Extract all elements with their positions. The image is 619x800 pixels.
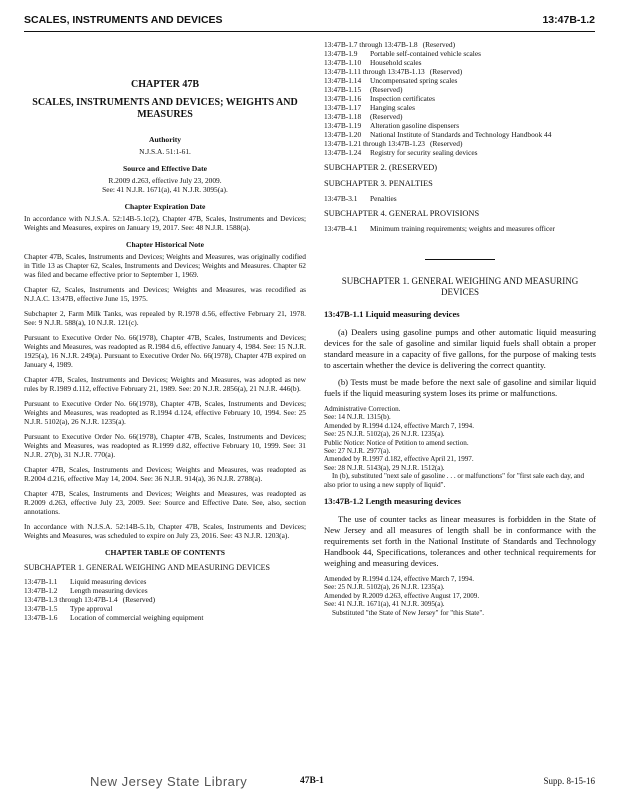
authority-text: N.J.S.A. 51:1-61. [139, 147, 191, 156]
toc-entry[interactable] [24, 613, 306, 622]
toc-title: Liquid measuring devices [70, 576, 147, 586]
toc-title: Alteration gasoline dispensers [370, 121, 460, 130]
toc-list-right [324, 40, 596, 157]
toc-entry[interactable] [324, 139, 596, 148]
toc-heading: CHAPTER TABLE OF CONTENTS [105, 548, 225, 557]
history-line: See: 28 N.J.R. 5143(a), 29 N.J.R. 1512(a). [324, 463, 445, 472]
history-paragraph: Chapter 62, Scales, Instruments and Devices; Weights and Measures, was recodified as N.J.A.C. 13:47B, effective June 15, 1975. [24, 285, 306, 303]
toc-number: 13:47B-1.21 through 13:47B-1.23 [324, 139, 426, 148]
header-section: 13:47B-1.2 [542, 14, 595, 26]
toc-subchapter-2: SUBCHAPTER 2. (RESERVED) [324, 163, 438, 172]
history-line: Amended by R.2009 d.263, effective August 17, 2009. [324, 591, 480, 600]
toc-number: 13:47B-1.3 through 13:47B-1.4 [24, 594, 118, 604]
toc-subchapter-4: SUBCHAPTER 4. GENERAL PROVISIONS [324, 209, 480, 218]
toc-entry[interactable] [324, 76, 596, 85]
toc-list-left [24, 577, 306, 622]
toc-entry[interactable] [324, 67, 596, 76]
toc-title: (Reserved) [370, 85, 403, 94]
toc-number: 13:47B-1.15 [324, 85, 362, 94]
toc-number: 13:47B-1.5 [24, 603, 58, 613]
subchapter-1-heading: SUBCHAPTER 1. GENERAL WEIGHING AND MEASURING DEVICES [341, 276, 579, 297]
toc-title: Minimum training requirements; weights and measures officer [370, 224, 555, 233]
toc-number: 13:47B-1.20 [324, 130, 362, 139]
toc-subchapter-1: SUBCHAPTER 1. GENERAL WEIGHING AND MEASURING DEVICES [24, 563, 270, 572]
history-notes [24, 252, 306, 540]
chapter-title: SCALES, INSTRUMENTS AND DEVICES; WEIGHTS AND MEASURES [32, 97, 298, 120]
section-1-2-heading: 13:47B-1.2 Length measuring devices [324, 496, 462, 507]
supplement-date: Supp. 8-15-16 [543, 776, 595, 786]
history-paragraph: Chapter 47B, Scales, Instruments and Devices; Weights and Measures, was readopted as R.2009 d.263, effective July 23, 2009. See: Source and Effective Date. See, also, section annotations. [24, 489, 306, 516]
toc-title: (Reserved) [370, 112, 403, 121]
left-column [24, 44, 306, 622]
toc-number: 13:47B-1.6 [24, 612, 58, 622]
toc-title: Type approval [70, 603, 113, 613]
source-line-2: See: 41 N.J.R. 1671(a), 41 N.J.R. 3095(a). [102, 185, 228, 194]
toc-title: Location of commercial weighing equipment [70, 612, 204, 622]
toc-title: Household scales [370, 58, 422, 67]
expiration-text: In accordance with N.J.S.A. 52:14B-5.1c(2), Chapter 47B, Scales, Instruments and Devices; Weights and Measures, expires on January 19, 2017. See: 48 N.J.R. 1588(a). [24, 214, 306, 232]
toc-entry[interactable] [324, 40, 596, 49]
section-1-1-para-a: (a) Dealers using gasoline pumps and other automatic liquid measuring devices for the sale of gasoline and similar liquid fuels shall obtain a proper standard measure in a capacity of five gallons, for the purpose of making tests to ascertain whether the device is delivering the correct quantity. [324, 327, 596, 370]
toc-number: 13:47B-1.1 [24, 576, 58, 586]
toc-title: Uncompensated spring scales [370, 76, 458, 85]
library-watermark: New Jersey State Library [90, 774, 248, 789]
toc-title: (Reserved) [422, 40, 456, 49]
toc-entry[interactable] [324, 112, 596, 121]
toc-number: 13:47B-1.18 [324, 112, 362, 121]
history-heading: Chapter Historical Note [126, 240, 204, 249]
history-paragraph: Pursuant to Executive Order No. 66(1978), Chapter 47B, Scales, Instruments and Devices; Weights and Measures, was readopted as R.1994 d.124, effective February 10, 1994. See: 25 N.J.R. 5102(a), 26 N.J.R. 1235(a). [24, 399, 306, 426]
toc-number: 13:47B-1.17 [324, 103, 362, 112]
toc-entry[interactable] [324, 103, 596, 112]
toc-number: 13:47B-1.16 [324, 94, 362, 103]
right-column [324, 40, 596, 617]
toc-entry[interactable] [24, 595, 306, 604]
toc-number: 13:47B-1.10 [324, 58, 362, 67]
section-1-2-history [324, 575, 596, 617]
history-line: See: 41 N.J.R. 1671(a), 41 N.J.R. 3095(a). [324, 600, 445, 609]
toc-entry[interactable] [324, 85, 596, 94]
history-line: Amended by R.1994 d.124, effective March 7, 1994. [324, 575, 474, 584]
toc-entry[interactable] [24, 577, 306, 586]
source-heading: Source and Effective Date [122, 164, 207, 173]
page-number: 47B-1 [300, 776, 324, 786]
toc-entry[interactable] [24, 604, 306, 613]
history-line: See: 14 N.J.R. 1315(b). [324, 413, 391, 422]
history-paragraph: In accordance with N.J.S.A. 52:14B-5.1b, Chapter 47B, Scales, Instruments and Devices; Weights and Measures, was scheduled to expire on July 23, 2016. See: 43 N.J.R. 1203(a). [24, 522, 306, 540]
history-line: Public Notice: Notice of Petition to amend section. [324, 438, 469, 447]
toc-number: 13:47B-1.24 [324, 148, 362, 157]
history-paragraph: Chapter 47B, Scales, Instruments and Devices; Weights and Measures, was originally codified in Title 13 as Chapter 62, Scales, Instruments and Devices; Weights and Measures. Chapter 62 was filed and became effective prior to September 1, 1969. [24, 252, 306, 279]
history-line: In (b), substituted "next sale of gasoline . . . or malfunctions" for "first sale each day, and also prior to using a new supply of liquid". [324, 472, 585, 489]
history-line: See: 25 N.J.R. 5102(a), 26 N.J.R. 1235(a). [324, 583, 445, 592]
toc-subchapter-3: SUBCHAPTER 3. PENALTIES [324, 179, 433, 188]
toc-title: Registry for security sealing devices [370, 148, 478, 157]
header-rule [24, 31, 595, 32]
chapter-number: CHAPTER 47B [130, 79, 200, 90]
history-line: Amended by R.1994 d.124, effective March 7, 1994. [324, 421, 474, 430]
section-1-1-heading: 13:47B-1.1 Liquid measuring devices [324, 309, 460, 319]
toc-entry[interactable] [324, 94, 596, 103]
source-line-1: R.2009 d.263, effective July 23, 2009. [108, 176, 222, 185]
toc-title: (Reserved) [430, 139, 463, 148]
history-paragraph: Chapter 47B, Scales, Instruments and Devices; Weights and Measures, was readopted as R.2004 d.216, effective May 14, 2004. See: 36 N.J.R. 914(a), 36 N.J.R. 2788(a). [24, 465, 306, 483]
toc-number: 13:47B-1.14 [324, 76, 362, 85]
history-paragraph: Pursuant to Executive Order No. 66(1978), Chapter 47B, Scales, Instruments and Devices; Weights and Measures, was readopted as R.1984 d.6, effective January 4, 1984. See: 15 N.J.R. 1925(a), 16 N.J.R. 249(a). Pursuant to Executive Order No. 66(1978), Chapter 47B expired on January 4, 1989. [24, 333, 306, 369]
history-line: See: 25 N.J.R. 5102(a), 26 N.J.R. 1235(a). [324, 430, 445, 439]
toc-entry[interactable] [324, 224, 596, 233]
toc-title: Portable self-contained vehicle scales [370, 49, 482, 58]
expiration-heading: Chapter Expiration Date [124, 202, 206, 211]
history-line: Amended by R.1997 d.182, effective April 21, 1997. [324, 455, 474, 464]
toc-number: 13:47B-1.2 [24, 585, 58, 595]
toc-title: Length measuring devices [70, 585, 148, 595]
toc-entry[interactable] [324, 148, 596, 157]
section-1-1-para-b: (b) Tests must be made before the next sale of gasoline and similar liquid fuels if the liquid measuring system loses its prime or malfunctions. [324, 377, 596, 398]
toc-title: National Institute of Standards and Technology Handbook 44 [370, 130, 552, 139]
section-divider [425, 259, 495, 260]
toc-entry[interactable] [324, 121, 596, 130]
toc-number: 13:47B-4.1 [324, 224, 358, 233]
toc-title: (Reserved) [122, 594, 156, 604]
history-paragraph: Pursuant to Executive Order No. 66(1978), Chapter 47B, Scales, Instruments and Devices; Weights and Measures, was readopted as R.1999 d.82, effective February 10, 1999. See: 31 N.J.R. 27(b), 31 N.J.R. 770(a). [24, 432, 306, 459]
section-1-1-history [324, 405, 596, 489]
authority-heading: Authority [148, 135, 182, 144]
history-line: Substituted "the State of New Jersey" for "this State". [332, 608, 485, 617]
toc-title: Hanging scales [370, 103, 415, 112]
toc-entry[interactable] [324, 130, 596, 139]
toc-entry[interactable] [324, 58, 596, 67]
toc-title: (Reserved) [429, 67, 463, 76]
toc-entry[interactable] [324, 194, 596, 203]
toc-entry[interactable] [324, 49, 596, 58]
toc-number: 13:47B-1.11 through 13:47B-1.13 [324, 67, 425, 76]
toc-number: 13:47B-3.1 [324, 194, 358, 203]
section-1-2-body: The use of counter tacks as linear measures is forbidden in the State of New Jersey and all measures of length shall be in conformance with the requirements set forth in the National Institute of Standards and Technology Handbook 44, Specifications, tolerances and other technical requirements for weighing and measuring devices. [324, 514, 596, 569]
header-title: SCALES, INSTRUMENTS AND DEVICES [24, 14, 223, 26]
toc-title: Inspection certificates [370, 94, 436, 103]
toc-number: 13:47B-1.19 [324, 121, 362, 130]
history-line: See: 27 N.J.R. 2977(a). [324, 447, 391, 456]
toc-entry[interactable] [24, 586, 306, 595]
toc-number: 13:47B-1.7 through 13:47B-1.8 [324, 40, 418, 49]
toc-title: Penalties [370, 194, 397, 203]
toc-number: 13:47B-1.9 [324, 49, 358, 58]
history-paragraph: Subchapter 2, Farm Milk Tanks, was repealed by R.1978 d.56, effective February 21, 1978. See: 9 N.J.R. 588(a), 10 N.J.R. 121(c). [24, 309, 306, 327]
running-header [24, 14, 595, 28]
history-line: Administrative Correction. [324, 405, 401, 413]
history-paragraph: Chapter 47B, Scales, Instruments and Devices; Weights and Measures, was adopted as new rules by R.1989 d.112, effective February 21, 1989. See: 20 N.J.R. 2856(a), 21 N.J.R. 446(b). [24, 375, 306, 393]
